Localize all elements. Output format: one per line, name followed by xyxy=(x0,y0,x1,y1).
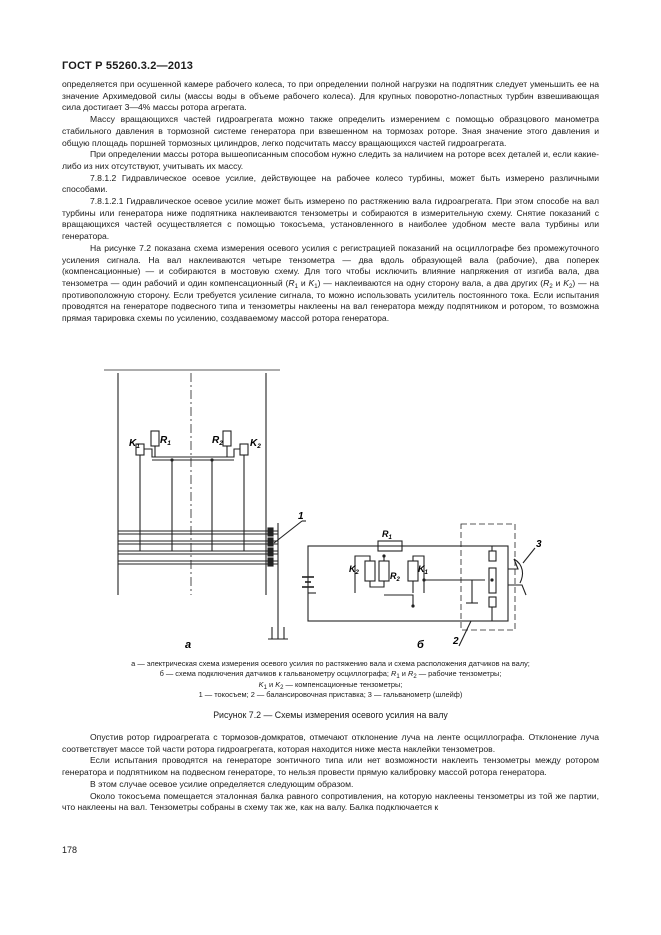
document-header: ГОСТ Р 55260.3.2—2013 xyxy=(62,60,194,72)
balance-resistor xyxy=(489,551,496,561)
figure-caption: Рисунок 7.2 — Схемы измерения осевого усилия на валу xyxy=(213,710,448,720)
paragraph: 7.8.1.2.1 Гидравлическое осевое усилие может быть измерено по растяжению вала гидроагрегата. При этом способе на вал турбины или генератора ниже подпятника наклеиваются тензометры и собираются в измерительную схему. Снятие показаний с вращающихся частей осуществляется с помощью токосъема, установленного в наиболее удобном месте вала турбины или генератора. xyxy=(62,196,599,242)
callout-3: 3 xyxy=(536,539,542,550)
svg-text:K1: $K_1$ xyxy=(129,438,140,450)
legend-line: 1 — токосъем; 2 — балансировочная приставка; 3 — гальванометр (шлейф) xyxy=(198,690,463,700)
legend-line: б — схема подключения датчиков к гальванометру осциллографа; $R_1$ и $R_2$ — рабочие тензометры; xyxy=(159,669,502,681)
figure-legend xyxy=(62,659,599,701)
bridge-r2 xyxy=(379,561,389,581)
callout-1: 1 xyxy=(298,511,304,522)
gauge-k2 xyxy=(240,444,248,455)
gauge-r2 xyxy=(223,431,231,446)
paragraph: Около токосъема помещается эталонная балка равного сопротивления, на которую наклеены тензометры из той же партии, что наклеены на вал. Тензометры собраны в схему так же, как на валу. Балка подключается к xyxy=(62,790,599,813)
bridge-k1 xyxy=(408,561,418,581)
paragraph: В этом случае осевое усилие определяется следующим образом. xyxy=(90,778,354,789)
label-a: а xyxy=(185,639,192,651)
paragraph: Опустив ротор гидроагрегата с тормозов-домкратов, отмечают отклонение луча на ленте осциллографа. Отклонение луча соответствует массе той части ротора гидроагрегата, которая находится ниже места наклейки тензометров. xyxy=(62,732,599,754)
paragraph: 7.8.1.2 Гидравлическое осевое усилие, действующее на рабочее колесо турбины, может быть измерено различными способами. xyxy=(62,172,599,195)
callout-3-leader xyxy=(523,548,535,563)
figure-7-2 xyxy=(62,363,599,657)
gauge-r1 xyxy=(151,431,159,446)
legend-line: $K_1$ и $K_2$ — компенсационные тензометры; xyxy=(258,679,403,691)
paragraph-figure-description: На рисунке 7.2 показана схема измерения осевого усилия с регистрацией показаний на осциллографе без промежуточного усиления сигнала. На вал наклеиваются четыре тензометра — два вдоль образующей вала (рабочие), два поперек (компенсационные) — и собираются в мостовую схему. Для того чтобы исключить влияние напряжения от изгиба вала, два тензометра — один рабочий и один компенсационный ($R_1$ и $K_1$) — наклеиваются на одну сторону вала, а два других ($R_2$ и $K_2$) — на противоположную сторону. Если требуется усиление сигнала, то можно использовать усилитель постоянного тока. Если испытания проводятся на генераторе подвесного типа и тензометры наклеены на вал генератора между подпятником и ротором, то возможна прямая тарировка схемы по усилению, создаваемому массой ротора генератора. xyxy=(62,242,600,324)
svg-text:K1: $K_1$ xyxy=(418,564,428,576)
brush xyxy=(268,538,273,546)
text-block-bottom xyxy=(62,732,599,814)
brush xyxy=(268,558,273,566)
svg-text:K2: $K_2$ xyxy=(349,564,359,576)
page-number: 178 xyxy=(62,845,78,855)
bridge-frame xyxy=(308,546,508,621)
legend-line: а — электрическая схема измерения осевого усилия по растяжению вала и схема расположения датчиков на валу; xyxy=(131,659,530,668)
svg-text:R1: $R_1$ xyxy=(160,435,171,447)
svg-text:K2: $K_2$ xyxy=(250,438,261,450)
svg-text:R1: $R_1$ xyxy=(382,529,392,541)
balancing-unit xyxy=(461,524,515,630)
svg-text:R2: $R_2$ xyxy=(212,435,223,447)
paragraph: определяется при осушенной камере рабочего колеса, то при определении полной нагрузки на подпятник следует уменьшить ее на значение Архимедовой силы (массы воды в объеме рабочего колеса). Для крупных поворотно-лопастных турбин взвешивающая сила достигает 3—4% массы ротора агрегата. xyxy=(62,79,599,113)
label-b: б xyxy=(417,639,424,651)
paragraph: Если испытания проводятся на генераторе зонтичного типа или нет возможности наклеить тензометры между ротором генератора и подпятником на подвесном генераторе, то нельзя провести прямую калибровку массой ротора генератора. xyxy=(62,755,599,778)
paragraph: Массу вращающихся частей гидроагрегата можно также определить измерением с помощью образцового манометра стабильного давления в тормозной системе генератора при взвешенном на тормозах роторе. Зная значение этого давления и общую площадь поршней тормозных цилиндров, легко подсчитать массу вращающихся частей гидроагрегата. xyxy=(62,114,599,148)
callout-2: 2 xyxy=(453,636,459,647)
svg-text:R2: $R_2$ xyxy=(390,571,400,583)
balance-resistor xyxy=(489,597,496,607)
brush xyxy=(268,528,273,536)
paragraph: При определении массы ротора вышеописанным способом нужно следить за наличием на роторе всех деталей и, если какие-либо из них отсутствуют, учитывать их массу. xyxy=(62,149,599,171)
bridge-k2 xyxy=(365,561,375,581)
text-block-top xyxy=(62,79,599,325)
brush xyxy=(268,548,273,556)
